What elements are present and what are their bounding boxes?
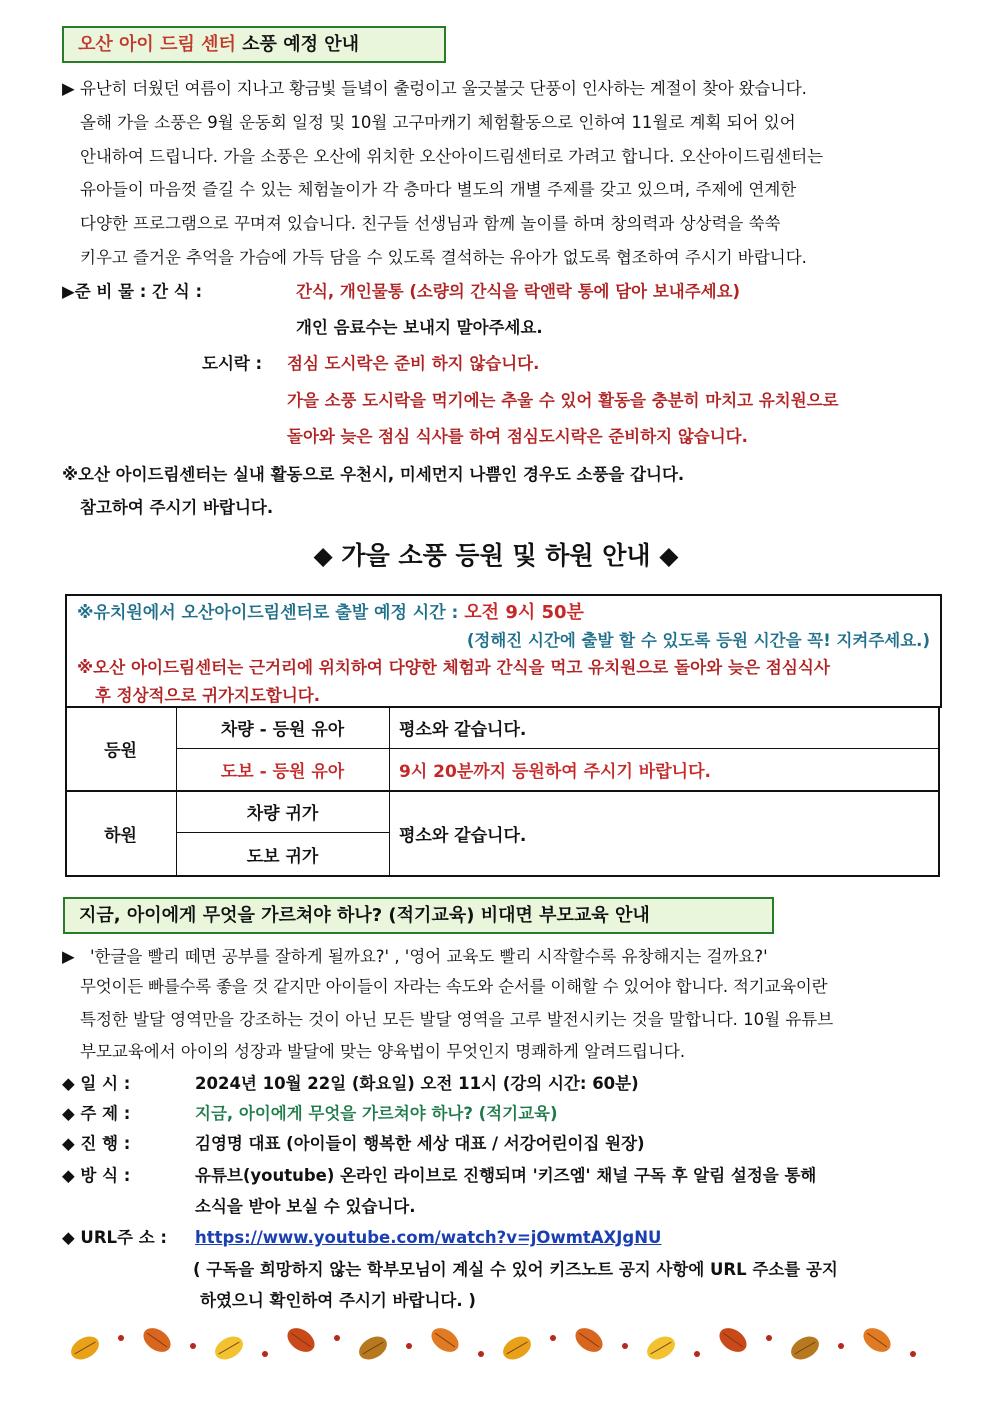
note-line-1: ※오산 아이드림센터는 실내 활동으로 우천시, 미세먼지 나쁨인 경우도 소풍을 갑니다. — [62, 465, 685, 484]
host-label: ◆ 진 행 : — [62, 1134, 131, 1153]
arrive-car-text: 평소와 같습니다. — [399, 719, 527, 740]
arrive-car-label: 차량 - 등원 유아 — [220, 719, 345, 740]
note-line-2: 참고하여 주시기 바랍니다. — [80, 498, 274, 517]
berry-icon — [118, 1335, 124, 1341]
berry-icon — [190, 1343, 196, 1349]
url-note-2: 하였으니 확인하여 주시기 바랍니다. ) — [200, 1291, 476, 1310]
berry-icon — [910, 1351, 916, 1357]
leave-walk-label: 도보 귀가 — [246, 847, 319, 867]
intro-line-4: 유아들이 마음껏 즐길 수 있는 체험놀이가 각 층마다 별도의 개별 주제를 갖고 있으며, 주제에 연계한 — [80, 180, 797, 199]
url-note-1: ( 구독을 희망하지 않는 학부모님이 계실 수 있어 키즈노트 공지 사항에 URL 주소를 공지 — [193, 1260, 838, 1279]
berry-icon — [838, 1343, 844, 1349]
return-note-1: ※오산 아이드림센터는 근거리에 위치하여 다양한 체험과 간식을 먹고 유치원으로 돌아와 늦은 점심식사 — [77, 658, 830, 677]
section1-title-red: 오산 아이 드림 센터 — [78, 34, 236, 55]
leave-text: 평소와 같습니다. — [399, 826, 527, 846]
lunch-label: 도시락 : — [202, 354, 263, 373]
berry-icon — [478, 1351, 484, 1357]
intro-line-1: 유난히 더웠던 여름이 지나고 황금빛 들녘이 출렁이고 울긋불긋 단풍이 인사하는 계절이 찾아 왔습니다. — [80, 79, 807, 98]
berry-icon — [406, 1343, 412, 1349]
host-value: 김영명 대표 (아이들이 행복한 세상 대표 / 서강어린이집 원장) — [195, 1134, 645, 1153]
autumn-leaves-border — [55, 1318, 935, 1368]
section2-title: ◆ 가을 소풍 등원 및 하원 안내 ◆ — [313, 541, 679, 570]
s3-line-1: '한글을 빨리 떼면 공부를 잘하게 될까요?' , '영어 교육도 빨리 시작할수록 유창해지는 걸까요?' — [90, 947, 768, 966]
method-value-2: 소식을 받아 보실 수 있습니다. — [195, 1197, 416, 1216]
url-label: ◆ URL주 소 : — [62, 1228, 168, 1247]
date-label: ◆ 일 시 : — [62, 1074, 131, 1093]
intro-line-2: 올해 가을 소풍은 9월 운동회 일정 및 10월 고구마캐기 체험활동으로 인하여 11월로 계획 되어 있어 — [80, 113, 796, 132]
lunch-line-1: 점심 도시락은 준비 하지 않습니다. — [287, 354, 540, 373]
return-note-2: 후 정상적으로 귀가지도합니다. — [95, 686, 320, 705]
section1-title — [62, 26, 446, 63]
section1-title-rest: 소풍 예정 안내 — [235, 34, 360, 55]
topic-label: ◆ 주 제 : — [62, 1104, 131, 1123]
leave-label: 하원 — [104, 826, 137, 846]
date-value: 2024년 10월 22일 (화요일) 오전 11시 (강의 시간: 60분) — [195, 1074, 639, 1093]
s3-line-4: 부모교육에서 아이의 성장과 발달에 맞는 양육법이 무엇인지 명쾌하게 알려드립니다. — [80, 1042, 686, 1061]
bullet-marker: ▶ — [62, 79, 75, 98]
youtube-url-link[interactable]: https://www.youtube.com/watch?v=jOwmtAXJgNU — [195, 1228, 662, 1247]
bullet-marker: ▶ — [62, 947, 75, 966]
berry-icon — [766, 1335, 772, 1341]
berry-icon — [262, 1351, 268, 1357]
departure-notice — [65, 594, 942, 708]
berry-icon — [550, 1335, 556, 1341]
prep-snack: 간식, 개인물통 (소량의 간식을 락앤락 통에 담아 보내주세요) — [296, 282, 741, 301]
topic-value: 지금, 아이에게 무엇을 가르쳐야 하나? (적기교육) — [195, 1104, 558, 1123]
berry-icon — [334, 1335, 340, 1341]
depart-time: 오전 9시 50분 — [464, 602, 584, 623]
intro-line-3: 안내하여 드립니다. 가을 소풍은 오산에 위치한 오산아이드림센터로 가려고 합니다. 오산아이드림센터는 — [80, 147, 824, 166]
arrive-walk-label: 도보 - 등원 유아 — [220, 761, 345, 782]
arrive-label: 등원 — [104, 740, 137, 761]
s3-line-3: 특정한 발달 영역만을 강조하는 것이 아닌 모든 발달 영역을 고루 발전시키는 것을 말합니다. 10월 유튜브 — [80, 1010, 834, 1029]
method-value-1: 유튜브(youtube) 온라인 라이브로 진행되며 '키즈엠' 채널 구독 후 알림 설정을 통해 — [195, 1166, 817, 1185]
method-label: ◆ 방 식 : — [62, 1166, 131, 1185]
prep-drink: 개인 음료수는 보내지 말아주세요. — [296, 318, 543, 337]
s3-line-2: 무엇이든 빠를수록 좋을 것 같지만 아이들이 자라는 속도와 순서를 이해할 수 있어야 합니다. 적기교육이란 — [80, 977, 828, 996]
lunch-line-3: 돌아와 늦은 점심 식사를 하여 점심도시락은 준비하지 않습니다. — [287, 427, 748, 446]
lunch-line-2: 가을 소풍 도시락을 먹기에는 추울 수 있어 활동을 충분히 마치고 유치원으로 — [287, 391, 839, 410]
arrive-walk-text: 9시 20분까지 등원하여 주시기 바랍니다. — [399, 761, 711, 782]
intro-line-5: 다양한 프로그램으로 꾸며져 있습니다. 친구들 선생님과 함께 놀이를 하며 창의력과 상상력을 쑥쑥 — [80, 214, 781, 233]
depart-label: ※유치원에서 오산아이드림센터로 출발 예정 시간 : — [77, 603, 465, 623]
berry-icon — [694, 1351, 700, 1357]
berry-icon — [622, 1343, 628, 1349]
intro-line-6: 키우고 즐거운 추억을 가슴에 가득 담을 수 있도록 결석하는 유아가 없도록 협조하여 주시기 바랍니다. — [80, 248, 807, 267]
leave-car-label: 차량 귀가 — [246, 803, 319, 824]
prep-label: ▶준 비 물 : 간 식 : — [62, 282, 203, 301]
depart-note: (정해진 시간에 출발 할 수 있도록 등원 시간을 꼭! 지켜주세요.) — [466, 631, 930, 650]
section3-title: 지금, 아이에게 무엇을 가르쳐야 하나? (적기교육) 비대면 부모교육 안내 — [63, 897, 774, 934]
